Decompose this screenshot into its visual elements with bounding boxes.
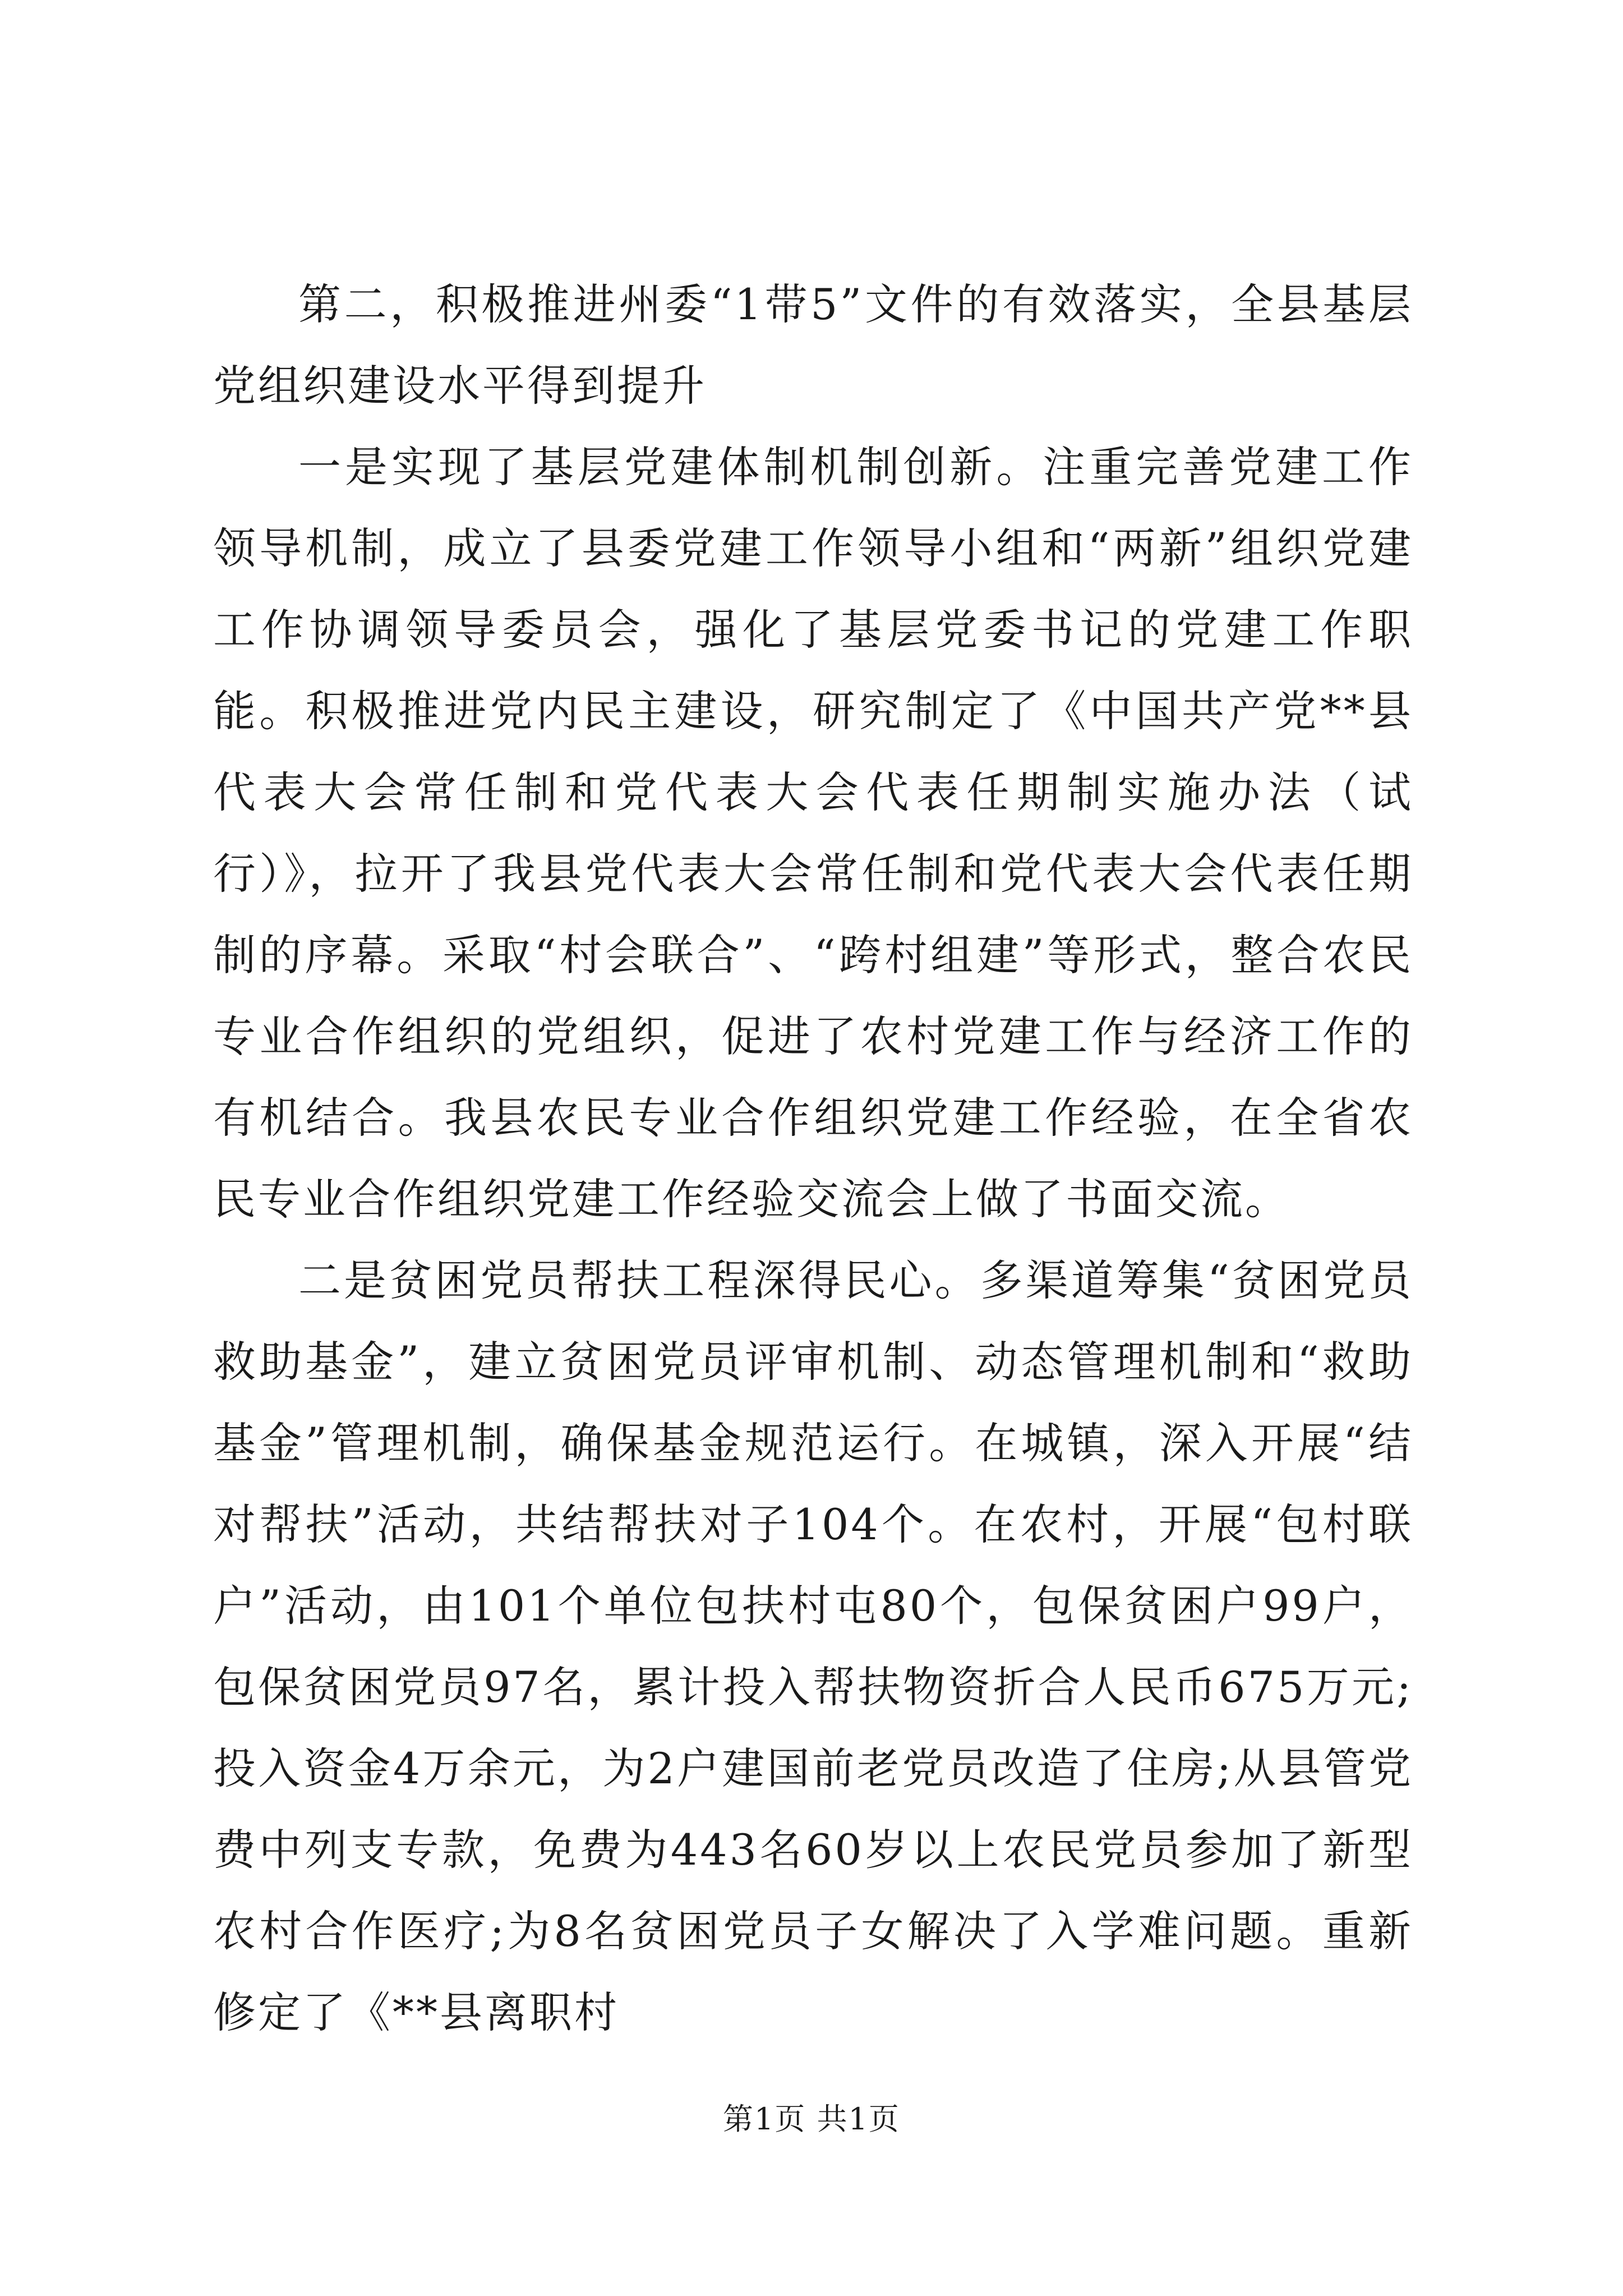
page-footer: 第1页 共1页 — [723, 2101, 900, 2137]
paragraph-1: 一是实现了基层党建体制机制创新。注重完善党建工作领导机制，成立了县委党建工作领导小组和“两新”组织党建工作协调领导委员会，强化了基层党委书记的党建工作职能。积极推进党内民主建设，研究制定了《中国共产党**县代表大会常任制和党代表大会代表任期制实施办法（试行）》，拉开了我县党代表大会常任制和党代表大会代表任期制的序幕。采取“村会联合”、“跨村组建”等形式，整合农民专业合作组织的党组织，促进了农村党建工作与经济工作的有机结合。我县农民专业合作组织党建工作经验，在全省农民专业合作组织党建工作经验交流会上做了书面交流。 — [213, 442, 1413, 1224]
document-body — [213, 264, 1413, 2053]
paragraph-heading: 第二，积极推进州委“1带5”文件的有效落实，全县基层党组织建设水平得到提升 — [213, 279, 1413, 411]
paragraph-2: 二是贫困党员帮扶工程深得民心。多渠道筹集“贫困党员救助基金”，建立贫困党员评审机制、动态管理机制和“救助基金”管理机制，确保基金规范运行。在城镇，深入开展“结对帮扶”活动，共结帮扶对子104个。在农村，开展“包村联户”活动，由101个单位包扶村屯80个，包保贫困户99户，包保贫困党员97名，累计投入帮扶物资折合人民币675万元;投入资金4万余元，为2户建国前老党员改造了住房;从县管党费中列支专款，免费为443名60岁以上农民党员参加了新型农村合作医疗;为8名贫困党员子女解决了入学难问题。重新修定了《**县离职村 — [213, 1255, 1413, 2037]
